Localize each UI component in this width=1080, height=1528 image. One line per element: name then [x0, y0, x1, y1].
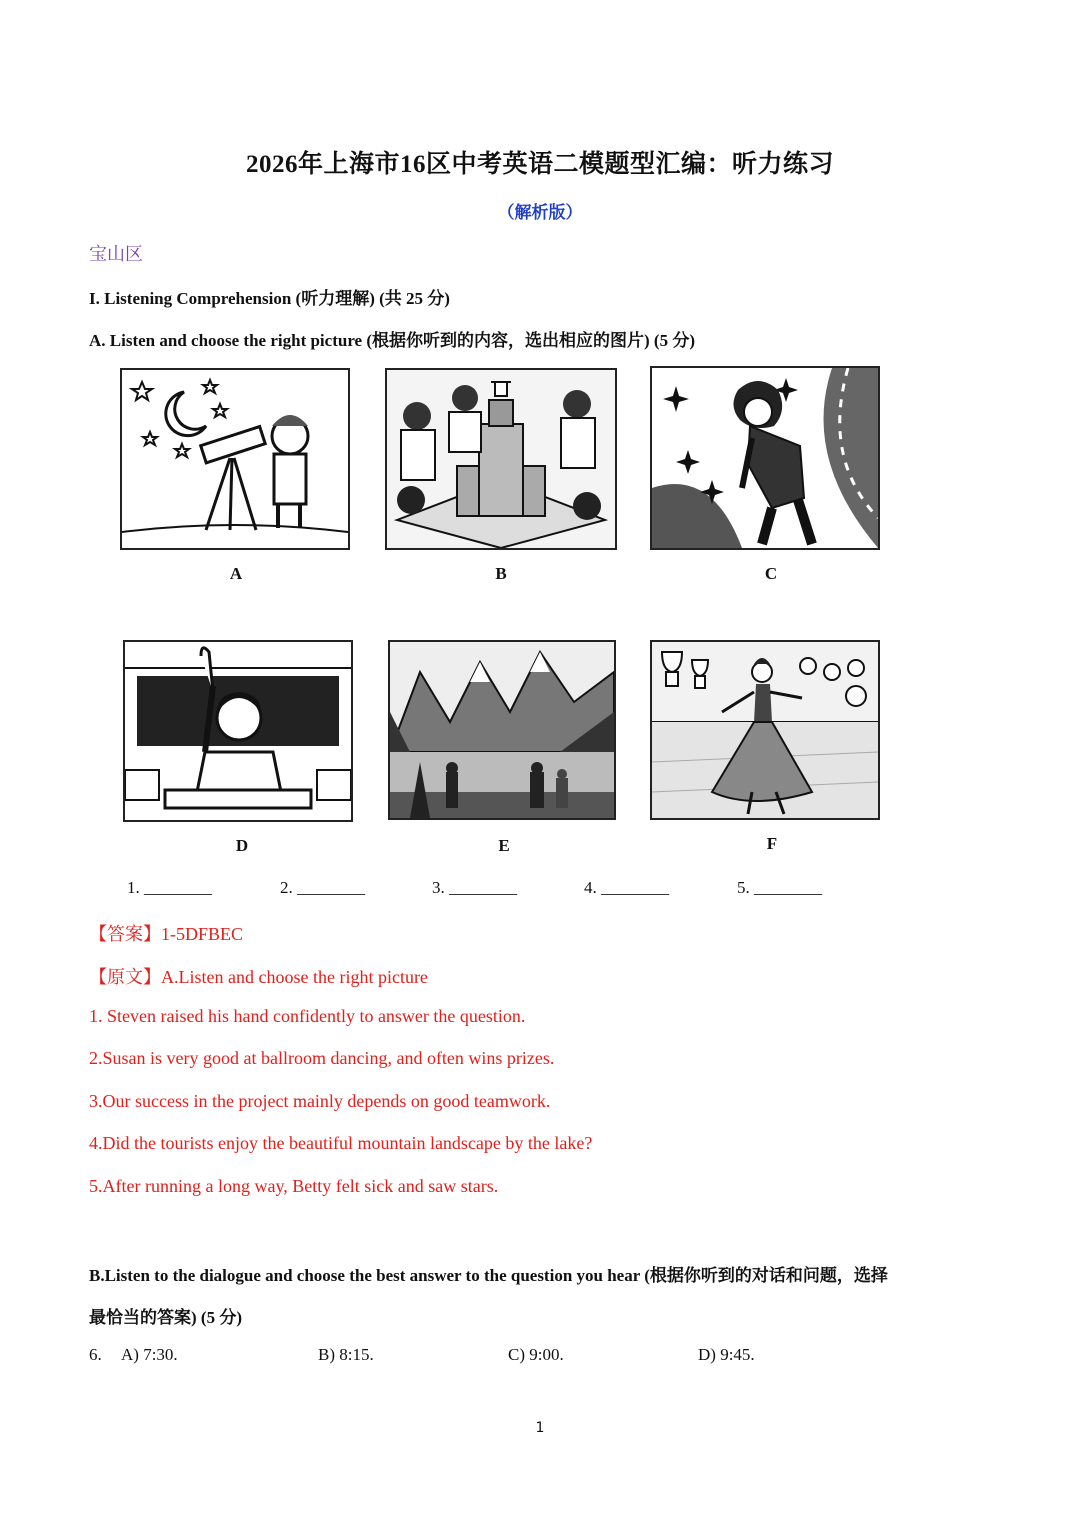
picture-letter-c: C	[764, 564, 778, 583]
question-6-number: 6.	[89, 1345, 102, 1364]
picture-letter-f: F	[766, 834, 778, 853]
picture-letter-b: B	[495, 564, 507, 583]
ballroom-dancer-trophies-icon	[652, 642, 878, 818]
dizzy-runner-icon	[652, 368, 878, 548]
telescope-night-sky-icon	[122, 370, 348, 548]
page-subtitle: （解析版）	[497, 203, 583, 222]
script-line-2: 2.Susan is very good at ballroom dancing, and often wins prizes.	[89, 1048, 555, 1068]
picture-f	[650, 640, 880, 820]
question-6-option-d[interactable]: D) 9:45.	[698, 1345, 755, 1364]
answer-blank-4[interactable]: 4. ________	[584, 878, 669, 897]
picture-letter-a: A	[229, 564, 243, 583]
question-6-option-b[interactable]: B) 8:15.	[318, 1345, 374, 1364]
picture-b	[385, 368, 617, 550]
mountain-lake-tourists-icon	[390, 642, 614, 818]
answer-blank-2[interactable]: 2. ________	[280, 878, 365, 897]
script-line-4: 4.Did the tourists enjoy the beautiful mountain landscape by the lake?	[89, 1133, 593, 1153]
picture-letter-e: E	[498, 836, 510, 855]
picture-c	[650, 366, 880, 550]
script-line-3: 3.Our success in the project mainly depends on good teamwork.	[89, 1091, 551, 1111]
section-b-heading: B.Listen to the dialogue and choose the best answer to the question you hear (根据你听到的对话和问题，选择	[89, 1266, 888, 1285]
script-line-5: 5.After running a long way, Betty felt sick and saw stars.	[89, 1176, 499, 1196]
team-building-model-icon	[387, 370, 615, 548]
page-number: 1	[535, 1420, 545, 1436]
student-raising-hand-icon	[125, 642, 351, 820]
section-a-heading: A. Listen and choose the right picture (根据你听到的内容，选出相应的图片) (5 分)	[89, 331, 695, 350]
question-6-option-a[interactable]: A) 7:30.	[121, 1345, 178, 1364]
answer-blank-3[interactable]: 3. ________	[432, 878, 517, 897]
section-i-heading: I. Listening Comprehension (听力理解) (共 25 分)	[89, 289, 450, 308]
answer-blank-1[interactable]: 1. ________	[127, 878, 212, 897]
picture-e	[388, 640, 616, 820]
page-title: 2026年上海市16区中考英语二模题型汇编：听力练习	[245, 151, 834, 178]
picture-letter-d: D	[235, 836, 249, 855]
answer-key: 【答案】1-5DFBEC	[89, 924, 244, 944]
answer-blank-5[interactable]: 5. ________	[737, 878, 822, 897]
script-line-1: 1. Steven raised his hand confidently to answer the question.	[89, 1006, 526, 1026]
script-heading: 【原文】A.Listen and choose the right picture	[89, 967, 428, 987]
district-heading: 宝山区	[89, 244, 143, 264]
question-6-option-c[interactable]: C) 9:00.	[508, 1345, 564, 1364]
section-b-heading-cont: 最恰当的答案) (5 分)	[89, 1308, 242, 1327]
picture-a	[120, 368, 350, 550]
picture-d	[123, 640, 353, 822]
